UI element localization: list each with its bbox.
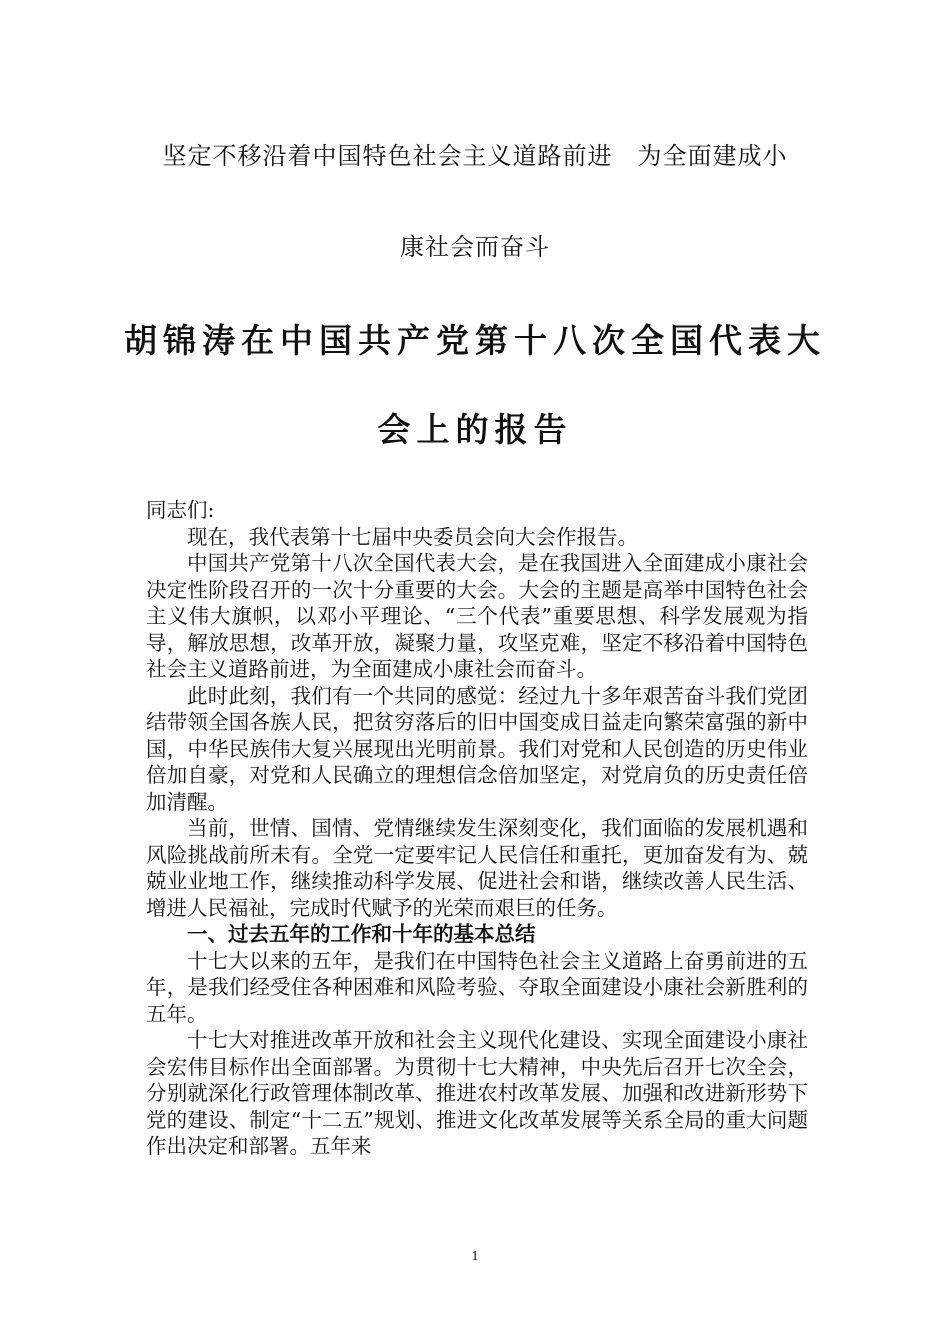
page-number: 1 bbox=[471, 1249, 479, 1264]
document-title-line-2: 会上的报告 bbox=[377, 410, 573, 449]
document-subtitle-line-2: 康社会而奋斗 bbox=[400, 233, 550, 261]
document-subtitle-line-1: 坚定不移沿着中国特色社会主义道路前进 为全面建成小 bbox=[162, 142, 788, 170]
paragraph-common-feeling: 此时此刻，我们有一个共同的感觉：经过九十多年艰苦奋斗我们党团结带领全国各族人民，把贫穷落后的旧中国变成日益走向繁荣富强的新中国，中华民族伟大复兴展现出光明前景。我们对党和人民创造的历史伟业倍加自豪，对党和人民确立的理想信念倍加坚定，对党肩负的历史责任倍加清醒。 bbox=[146, 683, 808, 814]
paragraph-five-years: 十七大以来的五年，是我们在中国特色社会主义道路上奋勇前进的五年，是我们经受住各种困难和风险考验、夺取全面建设小康社会新胜利的五年。 bbox=[146, 948, 808, 1026]
report-body bbox=[146, 497, 808, 1160]
paragraph-congress-theme: 中国共产党第十八次全国代表大会，是在我国进入全面建成小康社会决定性阶段召开的一次十分重要的大会。大会的主题是高举中国特色社会主义伟大旗帜，以邓小平理论、“三个代表”重要思想、科学发展观为指导，解放思想，改革开放，凝聚力量，攻坚克难，坚定不移沿着中国特色社会主义道路前进，为全面建成小康社会而奋斗。 bbox=[146, 551, 808, 681]
salutation: 同志们: bbox=[146, 498, 215, 522]
paragraph-opening: 现在，我代表第十七届中央委员会向大会作报告。 bbox=[187, 524, 638, 549]
document-title-line-1: 胡锦涛在中国共产党第十八次全国代表大 bbox=[124, 321, 826, 360]
paragraph-current-situation: 当前，世情、国情、党情继续发生深刻变化，我们面临的发展机遇和风险挑战前所未有。全党一定要牢记人民信任和重托，更加奋发有为、兢兢业业地工作，继续推动科学发展、促进社会和谐，继续改善人民生活、增进人民福祉，完成时代赋予的光荣而艰巨的任务。 bbox=[146, 816, 808, 920]
paragraph-seventeenth-congress: 十七大对推进改革开放和社会主义现代化建设、实现全面建设小康社会宏伟目标作出全面部署。为贯彻十七大精神，中央先后召开七次全会，分别就深化行政管理体制改革、推进农村改革发展、加强和改进新形势下党的建设、制定“十二五”规划、推进文化改革发展等关系全局的重大问题作出决定和部署。五年来 bbox=[146, 1028, 808, 1158]
section-heading: 一、过去五年的工作和十年的基本总结 bbox=[187, 922, 536, 946]
